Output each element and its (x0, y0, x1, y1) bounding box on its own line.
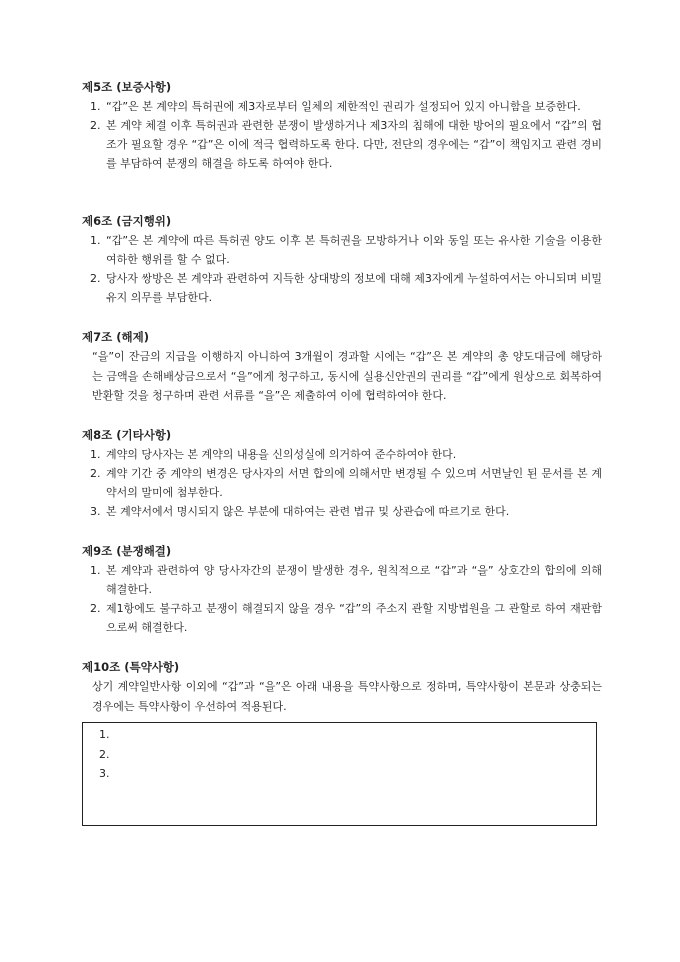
item-number: 2. (90, 602, 101, 615)
article-paragraph: “을”이 잔금의 지급을 이행하지 아니하여 3개월이 경과할 시에는 “갑”은 본 계약의 총 양도대금에 해당하는 금액을 손해배상금으로서 “을”에게 청구하고, 동시에 실용신안권의 권리를 “갑”에게 원상으로 회복하여 반환할 것을 청구하며 관련 서류를 “을”은 제출하여 이에 협력하여야 한다. (92, 350, 602, 402)
article-title: 제10조 (특약사항) (82, 660, 180, 674)
article-items (82, 231, 602, 307)
list-item (82, 599, 602, 637)
list-item (82, 269, 602, 307)
item-text: 본 계약서에서 명시되지 않은 부분에 대하여는 관련 법규 및 상관습에 따르기로 한다. (106, 505, 510, 518)
article-title: 제8조 (기타사항) (82, 428, 172, 442)
item-text: “갑”은 본 계약에 따른 특허권 양도 이후 본 특허권을 모방하거나 이와 동일 또는 유사한 기술을 이용한 여하한 행위를 할 수 없다. (106, 234, 602, 266)
article-6 (82, 213, 602, 307)
list-item (82, 561, 602, 599)
item-number: 1. (90, 564, 101, 577)
item-text: 당사자 쌍방은 본 계약과 관련하여 지득한 상대방의 정보에 대해 제3자에게 누설하여서는 아니되며 비밀유지 의무를 부담한다. (106, 272, 602, 304)
item-number: 1. (90, 100, 101, 113)
article-title: 제7조 (해제) (82, 330, 149, 344)
item-number: 1. (90, 234, 101, 247)
article-items (82, 445, 602, 521)
article-8 (82, 427, 602, 521)
article-5 (82, 79, 602, 173)
item-text: 제1항에도 불구하고 분쟁이 해결되지 않을 경우 “갑”의 주소지 관할 지방법원을 그 관할로 하여 재판함으로써 해결한다. (106, 602, 602, 634)
article-paragraph: 상기 계약일반사항 이외에 “갑”과 “을”은 아래 내용을 특약사항으로 정하며, 특약사항이 본문과 상충되는 경우에는 특약사항이 우선하여 적용된다. (92, 680, 602, 713)
list-item (82, 116, 602, 173)
article-9 (82, 543, 602, 637)
item-text: “갑”은 본 계약의 특허권에 제3자로부터 일체의 제한적인 권리가 설정되어 있지 아니함을 보증한다. (106, 100, 581, 113)
special-terms-box (82, 722, 597, 826)
item-number: 2. (90, 467, 101, 480)
item-text: 본 계약과 관련하여 양 당사자간의 분쟁이 발생한 경우, 원칙적으로 “갑”과 “을” 상호간의 합의에 의해 해결한다. (106, 564, 602, 596)
special-terms-list (83, 723, 596, 784)
list-item (82, 464, 602, 502)
item-text: 계약의 당사자는 본 계약의 내용을 신의성실에 의거하여 준수하여야 한다. (106, 448, 457, 461)
list-item (82, 502, 602, 521)
article-title: 제6조 (금지행위) (82, 214, 172, 228)
special-term-item: 1. (99, 728, 110, 741)
item-number: 2. (90, 119, 101, 132)
special-term-item: 3. (99, 767, 110, 780)
list-item (82, 231, 602, 269)
article-title: 제9조 (분쟁해결) (82, 544, 172, 558)
article-items (82, 97, 602, 173)
item-text: 계약 기간 중 계약의 변경은 당사자의 서면 합의에 의해서만 변경될 수 있으며 서면날인 된 문서를 본 계약서의 말미에 첨부한다. (106, 467, 602, 499)
article-title: 제5조 (보증사항) (82, 80, 172, 94)
item-number: 2. (90, 272, 101, 285)
special-term-item: 2. (99, 747, 110, 761)
article-7 (82, 329, 602, 406)
list-item (82, 97, 602, 116)
item-number: 3. (90, 505, 101, 518)
item-text: 본 계약 체결 이후 특허권과 관련한 분쟁이 발생하거나 제3자의 침해에 대한 방어의 필요에서 “갑”의 협조가 필요할 경우 “갑”은 이에 적극 협력하도록 한다. 다만, 전단의 경우에는 “갑”이 책임지고 관련 경비를 부담하여 분쟁의 해결을 하도록 하여야 한다. (106, 119, 602, 170)
article-10 (82, 659, 602, 716)
list-item (82, 445, 602, 464)
item-number: 1. (90, 448, 101, 461)
article-items (82, 561, 602, 637)
